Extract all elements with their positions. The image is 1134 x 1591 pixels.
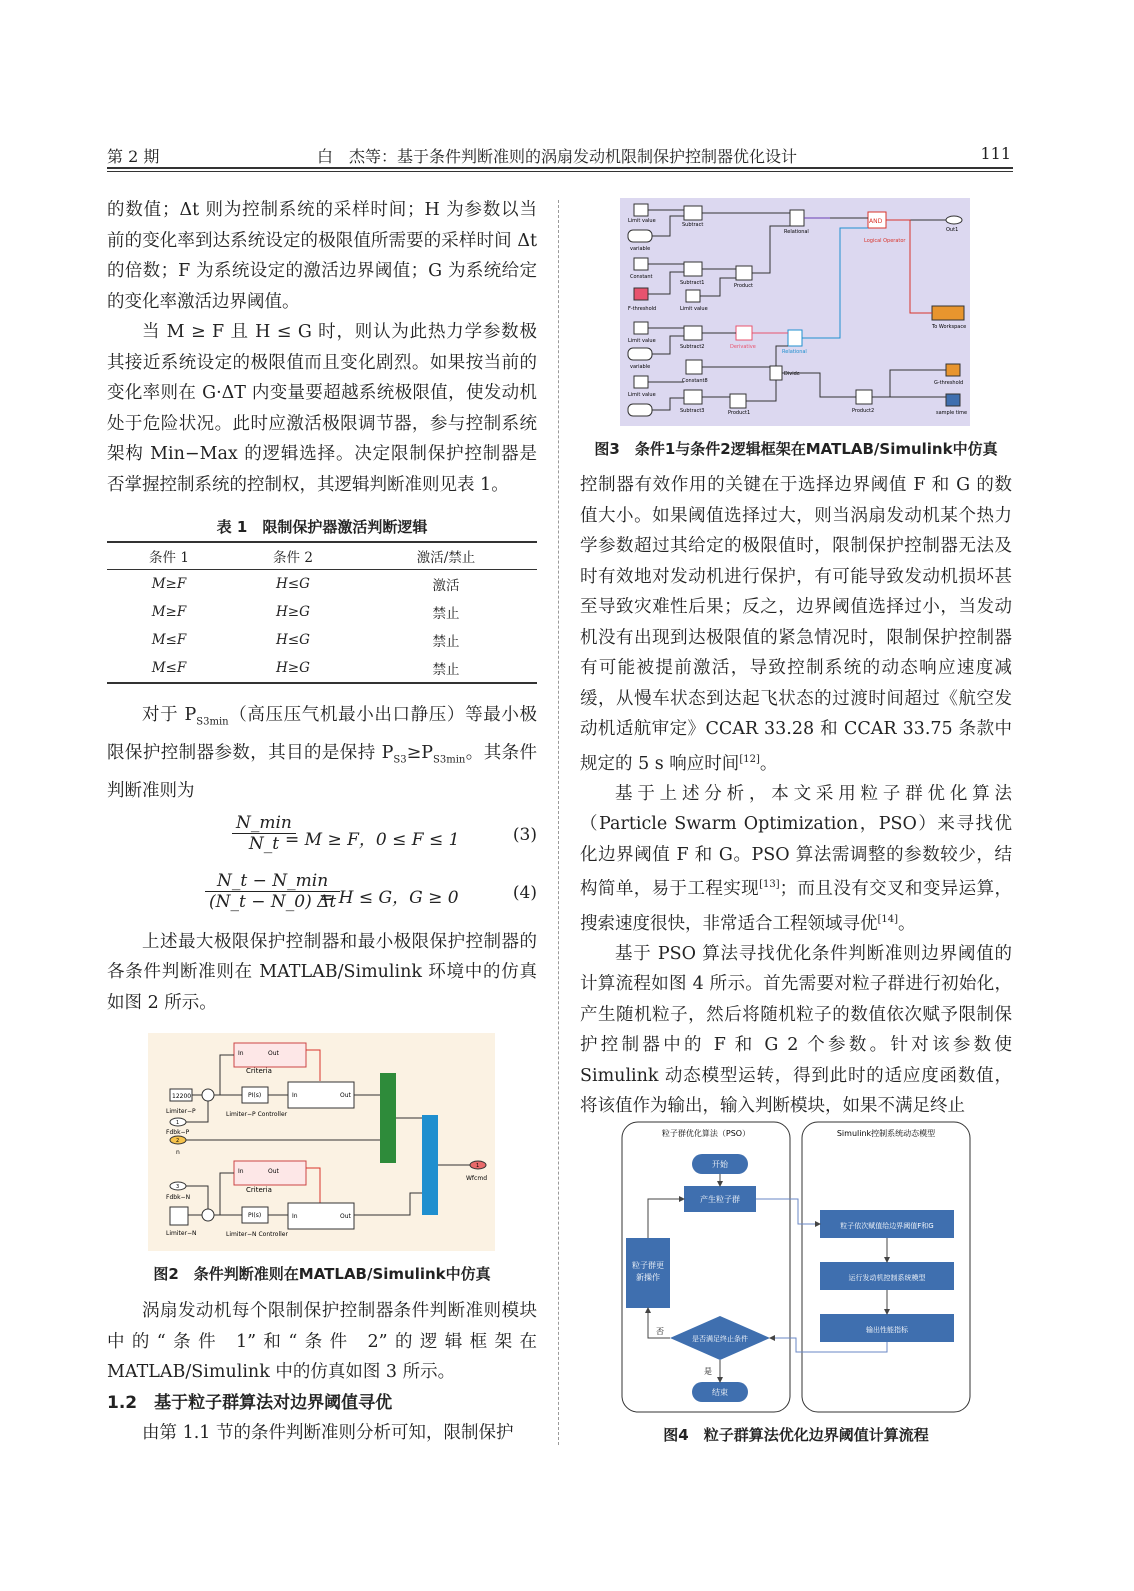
svg-text:Limiter−N Controller: Limiter−N Controller bbox=[226, 1231, 288, 1238]
paragraph: 基于 PSO 算法寻找优化条件判断准则边界阈值的计算流程如图 4 所示。首先需要对粒子群进行初始化，产生随机粒子，然后将随机粒子的数值依次赋予限制保护控制器中的 F 和 G 2 个参数。针对该参数使 Simulink 动态模型运转，得到此时的适应度函数值，将该值作为输出，输入判断模块，如果不满足终止 bbox=[580, 943, 1012, 1117]
divide-block bbox=[770, 366, 782, 380]
figure-4 bbox=[618, 1120, 974, 1416]
g-threshold-block bbox=[946, 364, 960, 376]
paragraph: 当 M ≥ F 且 H ≤ G 时，则认为此热力学参数极其接近系统设定的极限值而且变化剧烈。如果按当前的变化率则在 G·ΔT 内变量要超越系统极限值，使发动机处于危险状况。此时应激活极限调节器，参与控制系统架构 Min−Max 的逻辑选择。决定限制保护控制器是否掌握控制系统的控制权，其逻辑判断准则见表 1。 bbox=[107, 322, 537, 495]
svg-text:Constant: Constant bbox=[630, 274, 653, 280]
svg-text:Limit value: Limit value bbox=[628, 218, 656, 224]
right-column bbox=[580, 470, 1012, 1122]
table-cell: H≤G bbox=[276, 632, 310, 648]
subtract-block bbox=[684, 262, 702, 276]
running-title: 白 杰等：基于条件判断准则的涡扇发动机限制保护控制器优化设计 bbox=[317, 147, 798, 166]
svg-text:In: In bbox=[292, 1213, 298, 1220]
svg-text:输出性能指标: 输出性能指标 bbox=[866, 1326, 908, 1334]
table-cell: H≤G bbox=[276, 576, 310, 592]
svg-text:PI(s): PI(s) bbox=[248, 1212, 262, 1219]
subtract-block bbox=[684, 326, 702, 340]
table-caption: 表 1 限制保护器激活判断逻辑 bbox=[216, 518, 428, 536]
table-cell: M≥F bbox=[151, 576, 187, 592]
svg-text:Relational: Relational bbox=[784, 229, 809, 235]
table-row bbox=[107, 654, 537, 683]
equation-3 bbox=[107, 811, 537, 863]
min-block bbox=[422, 1115, 438, 1215]
constant-block bbox=[634, 258, 648, 270]
paragraph: 控制器有效作用的关键在于选择边界阈值 F 和 G 的数值大小。如果阈值选择过大，则当涡扇发动机某个热力学参数超过其给定的极限值时，限制保护控制器无法及时有效地对发动机进行保护，有可能导致发动机损坏甚至导致灾难性后果；反之，边界阈值选择过小，当发动机没有出现到达极限值的紧急情况时，限制保护控制器有可能被提前激活，导致控制系统的动态响应速度减缓，从慢车状态到达起飞状态的过渡时间超过《航空发动机适航审定》CCAR 33.28 和 CCAR 33.75 条款中规定的 5 s 响应时间[12]。 bbox=[580, 475, 1012, 774]
svg-text:sample time: sample time bbox=[936, 410, 968, 416]
svg-text:PI(s): PI(s) bbox=[248, 1092, 262, 1099]
svg-text:1: 1 bbox=[176, 1120, 180, 1126]
svg-text:Limiter−N: Limiter−N bbox=[166, 1230, 197, 1237]
paragraph: 的数值；Δt 则为控制系统的采样时间；H 为参数以当前的变化率到达系统设定的极限值所需要的采样时间 Δt 的倍数；F 为系统设定的激活边界阈值；G 为系统给定的变化率激活边界阈值。 bbox=[107, 200, 537, 312]
table-cell: M≤F bbox=[107, 654, 231, 683]
simulink-logic-diagram bbox=[620, 198, 970, 426]
paragraph: 对于 $P_{S3min}$（高压压气机最小出口静压）等最小极限保护控制器参数，其目的是保持 $P_{S3}\ge P_{S3min}$。其条件判断准则为 bbox=[107, 705, 538, 801]
svg-text:Criteria: Criteria bbox=[246, 1186, 272, 1194]
table-header: 条件 1 bbox=[107, 542, 231, 570]
svg-text:In: In bbox=[292, 1092, 298, 1099]
equation-4 bbox=[107, 869, 537, 921]
svg-text:12200: 12200 bbox=[172, 1093, 192, 1100]
svg-text:Out: Out bbox=[340, 1213, 351, 1220]
outport-block bbox=[946, 216, 962, 224]
variable-block bbox=[628, 404, 652, 416]
svg-text:Subtract2: Subtract2 bbox=[680, 344, 705, 350]
svg-text:Divide: Divide bbox=[784, 371, 800, 377]
constant-block bbox=[170, 1207, 188, 1225]
svg-text:新操作: 新操作 bbox=[636, 1273, 660, 1282]
figure-3 bbox=[620, 198, 970, 426]
limit-value-block bbox=[634, 376, 648, 388]
eq4-label: (4) bbox=[512, 882, 537, 903]
svg-text:粒子群更: 粒子群更 bbox=[632, 1261, 664, 1270]
svg-text:Wfcmd: Wfcmd bbox=[466, 1175, 487, 1182]
limit-value-block bbox=[686, 290, 700, 302]
svg-text:Limit value: Limit value bbox=[628, 338, 656, 344]
svg-text:运行发动机控制系统模型: 运行发动机控制系统模型 bbox=[848, 1274, 926, 1282]
svg-text:3: 3 bbox=[176, 1184, 180, 1190]
section-title: 1.2 基于粒子群算法对边界阈值寻优 bbox=[107, 1392, 393, 1413]
variable-block bbox=[628, 230, 652, 242]
svg-text:AND: AND bbox=[869, 218, 883, 225]
issue-number: 第 2 期 bbox=[107, 147, 160, 166]
svg-text:n: n bbox=[176, 1149, 180, 1156]
f-threshold-block bbox=[634, 288, 648, 300]
sum-block bbox=[202, 1209, 214, 1221]
limit-value-block bbox=[634, 204, 648, 216]
max-block bbox=[380, 1073, 396, 1163]
to-workspace-block bbox=[932, 306, 964, 320]
table-cell: 禁止 bbox=[355, 654, 537, 683]
limit-value-block bbox=[634, 322, 648, 334]
svg-text:1: 1 bbox=[476, 1163, 480, 1169]
svg-text:Product2: Product2 bbox=[852, 408, 875, 414]
eq3-numerator: N_min bbox=[232, 813, 296, 834]
pso-flowchart bbox=[618, 1120, 974, 1416]
running-header bbox=[107, 140, 1013, 168]
svg-text:Out: Out bbox=[340, 1092, 351, 1099]
left-column bbox=[107, 195, 537, 1018]
sample-time-block bbox=[946, 394, 960, 406]
derivative-block bbox=[736, 326, 752, 340]
svg-text:是否满足终止条件: 是否满足终止条件 bbox=[692, 1335, 748, 1343]
svg-text:In: In bbox=[238, 1050, 244, 1057]
eq4-denominator: (N_t − N_0) Δt bbox=[209, 891, 337, 912]
relational-block bbox=[790, 210, 804, 226]
svg-text:In: In bbox=[238, 1168, 244, 1175]
eq3-label: (3) bbox=[512, 824, 537, 845]
svg-text:Subtract1: Subtract1 bbox=[680, 280, 705, 286]
table-row bbox=[107, 570, 537, 599]
eq4-numerator: N_t − N_min bbox=[205, 871, 340, 892]
table-cell: 禁止 bbox=[432, 606, 460, 622]
header-rule-thin bbox=[107, 171, 1013, 172]
condition-table bbox=[107, 541, 537, 684]
svg-text:Fdbk−P: Fdbk−P bbox=[166, 1129, 190, 1136]
svg-text:Product1: Product1 bbox=[728, 410, 751, 416]
svg-text:Relational: Relational bbox=[782, 349, 807, 355]
svg-text:variable: variable bbox=[630, 364, 651, 370]
page-number: 111 bbox=[980, 144, 1011, 163]
eq3-rhs: = M ≥ F，0 ≤ F ≤ 1 bbox=[285, 829, 460, 850]
sum-block bbox=[202, 1089, 214, 1101]
figure-2-caption: 图2 条件判断准则在MATLAB/Simulink中仿真 bbox=[153, 1265, 491, 1283]
paragraph: 上述最大极限保护控制器和最小极限保护控制器的各条件判断准则在 MATLAB/Simulink 环境中的仿真如图 2 所示。 bbox=[107, 931, 537, 1013]
eq3-denominator: N_t bbox=[248, 833, 280, 854]
table-cell: 禁止 bbox=[432, 634, 460, 650]
product-block bbox=[736, 266, 752, 280]
svg-text:产生粒子群: 产生粒子群 bbox=[700, 1195, 740, 1204]
svg-text:Limit value: Limit value bbox=[628, 392, 656, 398]
svg-text:F-threshold: F-threshold bbox=[628, 306, 657, 312]
table-header: 激活/禁止 bbox=[355, 542, 537, 570]
svg-text:Limit value: Limit value bbox=[680, 306, 708, 312]
simulink-criteria-diagram bbox=[148, 1033, 495, 1251]
product-block bbox=[856, 390, 872, 404]
table-header: 条件 2 bbox=[231, 542, 355, 570]
subtract-block bbox=[684, 390, 702, 404]
svg-text:Limiter−P Controller: Limiter−P Controller bbox=[226, 1111, 288, 1118]
svg-text:Product: Product bbox=[734, 283, 753, 289]
product-block bbox=[730, 394, 746, 408]
svg-text:粒子依次赋值给边界阈值F和G: 粒子依次赋值给边界阈值F和G bbox=[840, 1222, 934, 1230]
paragraph: 由第 1.1 节的条件判断准则分析可知，限制保护 bbox=[142, 1422, 514, 1443]
svg-text:Subtract3: Subtract3 bbox=[680, 408, 705, 414]
svg-text:2: 2 bbox=[176, 1138, 180, 1144]
svg-text:To Workspace: To Workspace bbox=[932, 324, 967, 330]
svg-text:Criteria: Criteria bbox=[246, 1067, 272, 1075]
svg-text:variable: variable bbox=[630, 246, 651, 252]
figure-2 bbox=[148, 1033, 495, 1251]
table-cell: H≥G bbox=[231, 654, 355, 683]
eq4-rhs: = H ≤ G，G ≥ 0 bbox=[319, 887, 459, 908]
paragraph: 基于上述分析，本文采用粒子群优化算法（Particle Swarm Optimization，PSO）来寻找优化边界阈值 F 和 G。PSO 算法需调整的参数较少，结构简单，易于工程实现[13]；而且没有交叉和变异运算，搜索速度很快，非常适合工程领域寻优[14]。 bbox=[580, 783, 1013, 934]
svg-text:Derivative: Derivative bbox=[730, 344, 756, 350]
constant-block bbox=[686, 360, 702, 374]
relational-block bbox=[788, 330, 802, 346]
paragraph: 涡扇发动机每个限制保护控制器条件判断准则模块中的“条件 1”和“条件 2”的逻辑框架在 MATLAB/Simulink 中的仿真如图 3 所示。 bbox=[107, 1301, 537, 1382]
svg-text:粒子群优化算法（PSO）: 粒子群优化算法（PSO） bbox=[661, 1129, 751, 1138]
svg-text:Constant8: Constant8 bbox=[682, 378, 708, 384]
svg-text:Out: Out bbox=[268, 1168, 279, 1175]
svg-text:Logical Operator: Logical Operator bbox=[864, 238, 906, 244]
table-cell: M≥F bbox=[151, 604, 187, 620]
figure-3-caption: 图3 条件1与条件2逻辑框架在MATLAB/Simulink中仿真 bbox=[594, 440, 998, 458]
svg-text:结束: 结束 bbox=[712, 1388, 728, 1397]
svg-text:G-threshold: G-threshold bbox=[934, 380, 964, 386]
table-cell: M≤F bbox=[151, 632, 187, 648]
table-row bbox=[107, 598, 537, 626]
svg-text:Fdbk−N: Fdbk−N bbox=[166, 1194, 191, 1201]
table-row bbox=[107, 626, 537, 654]
figure-4-caption: 图4 粒子群算法优化边界阈值计算流程 bbox=[663, 1426, 929, 1444]
subtract-block bbox=[684, 206, 702, 220]
column-divider bbox=[558, 200, 559, 1445]
svg-text:是: 是 bbox=[704, 1367, 712, 1376]
table-cell: 激活 bbox=[432, 578, 460, 594]
table-cell: H≥G bbox=[276, 604, 310, 620]
svg-text:Limiter−P: Limiter−P bbox=[166, 1108, 196, 1115]
header-rule bbox=[107, 167, 1013, 169]
svg-text:Simulink控制系统动态模型: Simulink控制系统动态模型 bbox=[836, 1129, 936, 1138]
svg-text:Out1: Out1 bbox=[946, 227, 959, 233]
svg-text:否: 否 bbox=[656, 1327, 664, 1336]
left-column-bottom bbox=[107, 1296, 537, 1448]
svg-text:Out: Out bbox=[268, 1050, 279, 1057]
variable-block bbox=[628, 348, 652, 360]
svg-text:Subtract: Subtract bbox=[682, 222, 704, 228]
svg-text:开始: 开始 bbox=[712, 1160, 728, 1169]
